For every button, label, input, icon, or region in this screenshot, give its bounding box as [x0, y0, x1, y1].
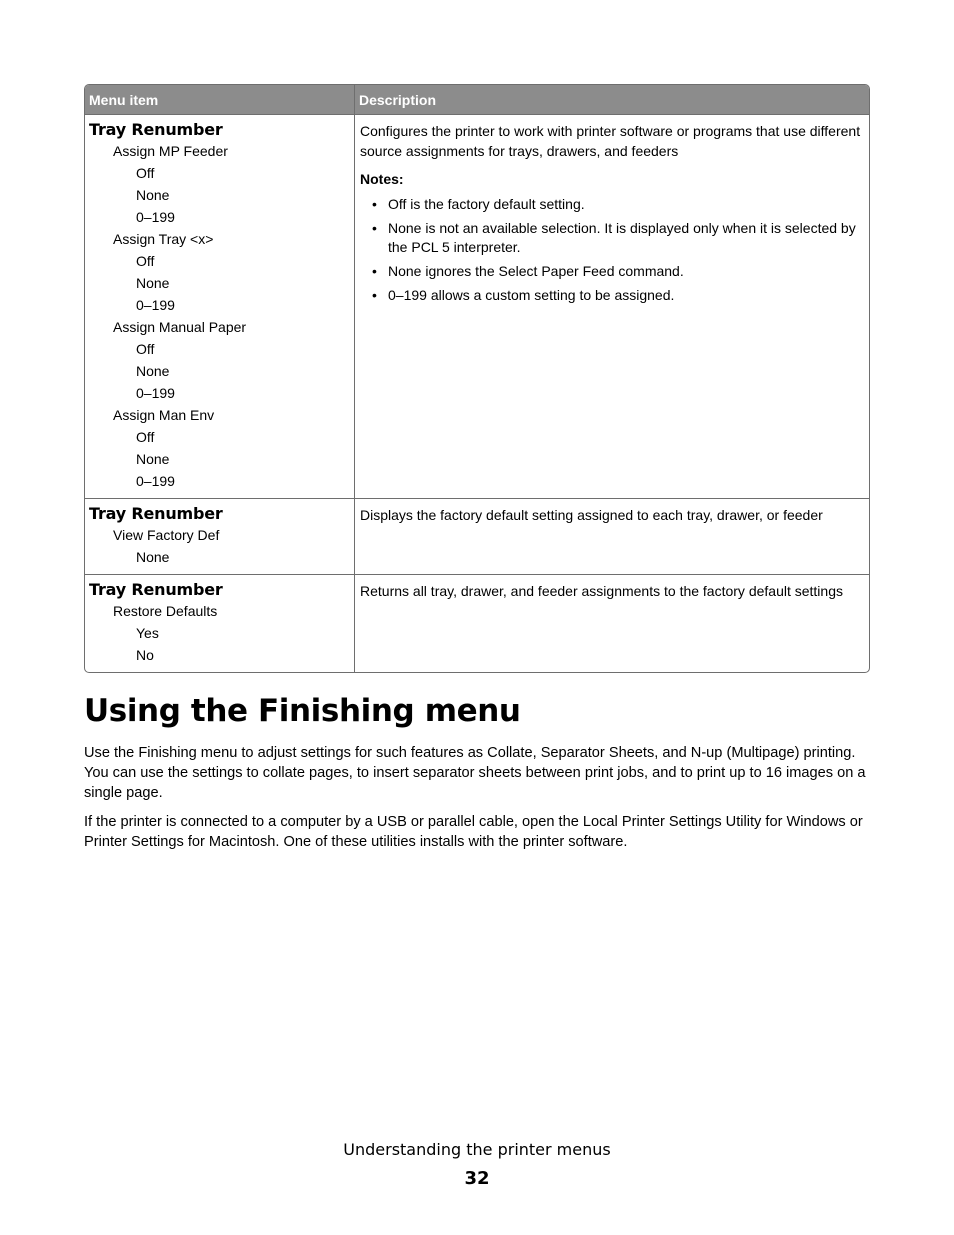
menu-item-label: Restore Defaults [113, 603, 218, 619]
menu-item-value: Off [136, 165, 155, 181]
notes-label: Notes: [360, 171, 404, 187]
menu-item-label: View Factory Def [113, 527, 220, 543]
section-paragraph: If the printer is connected to a computer by a USB or parallel cable, open the Local Printer Settings Utility for Windows or Printer Settings for Macintosh. One of these utilities installs with the printer software. [84, 814, 863, 850]
header-menu-item: Menu item [85, 85, 355, 114]
menu-group-title: Tray Renumber [89, 504, 223, 523]
menu-item-value: Off [136, 341, 155, 357]
notes-list [360, 195, 865, 306]
table-header [85, 85, 869, 114]
menu-item-cell [85, 575, 355, 672]
description-text: Configures the printer to work with printer software or programs that use different source assignments for trays, drawers, and feeders [360, 123, 861, 159]
table-row [85, 498, 869, 574]
note-item: • 0–199 allows a custom setting to be assigned. [360, 286, 865, 306]
menu-item-value: No [136, 647, 154, 663]
menu-item-value: Off [136, 429, 155, 445]
header-description: Description [359, 92, 437, 108]
description-text: Returns all tray, drawer, and feeder assignments to the factory default settings [360, 583, 843, 599]
menu-item-value: None [136, 275, 170, 291]
menu-item-value: None [136, 187, 170, 203]
menu-item-value: 0–199 [136, 209, 175, 225]
menu-item-label: Assign Manual Paper [113, 319, 247, 335]
note-item: • None ignores the Select Paper Feed command. [360, 262, 865, 282]
menu-item-value: 0–199 [136, 297, 175, 313]
footer-title: Understanding the printer menus [343, 1140, 611, 1159]
menu-group-title: Tray Renumber [89, 580, 223, 599]
menu-item-value: 0–199 [136, 385, 175, 401]
menu-item-value: Off [136, 253, 155, 269]
description-cell [355, 499, 869, 574]
menu-item-value: None [136, 451, 170, 467]
page-number: 32 [464, 1168, 490, 1189]
menu-item-value: None [136, 549, 170, 565]
menu-item-cell [85, 115, 355, 498]
menu-item-label: Assign MP Feeder [113, 143, 228, 159]
menu-item-value: Yes [136, 625, 159, 641]
section-title: Using the Finishing menu [84, 693, 521, 729]
description-cell [355, 575, 869, 672]
table-row [85, 114, 869, 498]
note-item: • Off is the factory default setting. [360, 195, 865, 215]
menu-item-value: 0–199 [136, 473, 175, 489]
menu-item-label: Assign Man Env [113, 407, 215, 423]
description-cell [355, 115, 869, 498]
table-row [85, 574, 869, 672]
menu-table [84, 84, 870, 673]
menu-item-label: Assign Tray <x> [113, 231, 214, 247]
menu-item-value: None [136, 363, 170, 379]
section-paragraph: Use the Finishing menu to adjust settings for such features as Collate, Separator Sheets, and N-up (Multipage) printing. You can use the settings to collate pages, to insert separator sheets between print jobs, and to print up to 16 images on a single page. [84, 745, 866, 801]
menu-group-title: Tray Renumber [89, 120, 223, 139]
menu-item-cell [85, 499, 355, 574]
note-item: • None is not an available selection. It is displayed only when it is selected by the PCL 5 interpreter. [360, 219, 865, 258]
description-text: Displays the factory default setting assigned to each tray, drawer, or feeder [360, 507, 823, 523]
